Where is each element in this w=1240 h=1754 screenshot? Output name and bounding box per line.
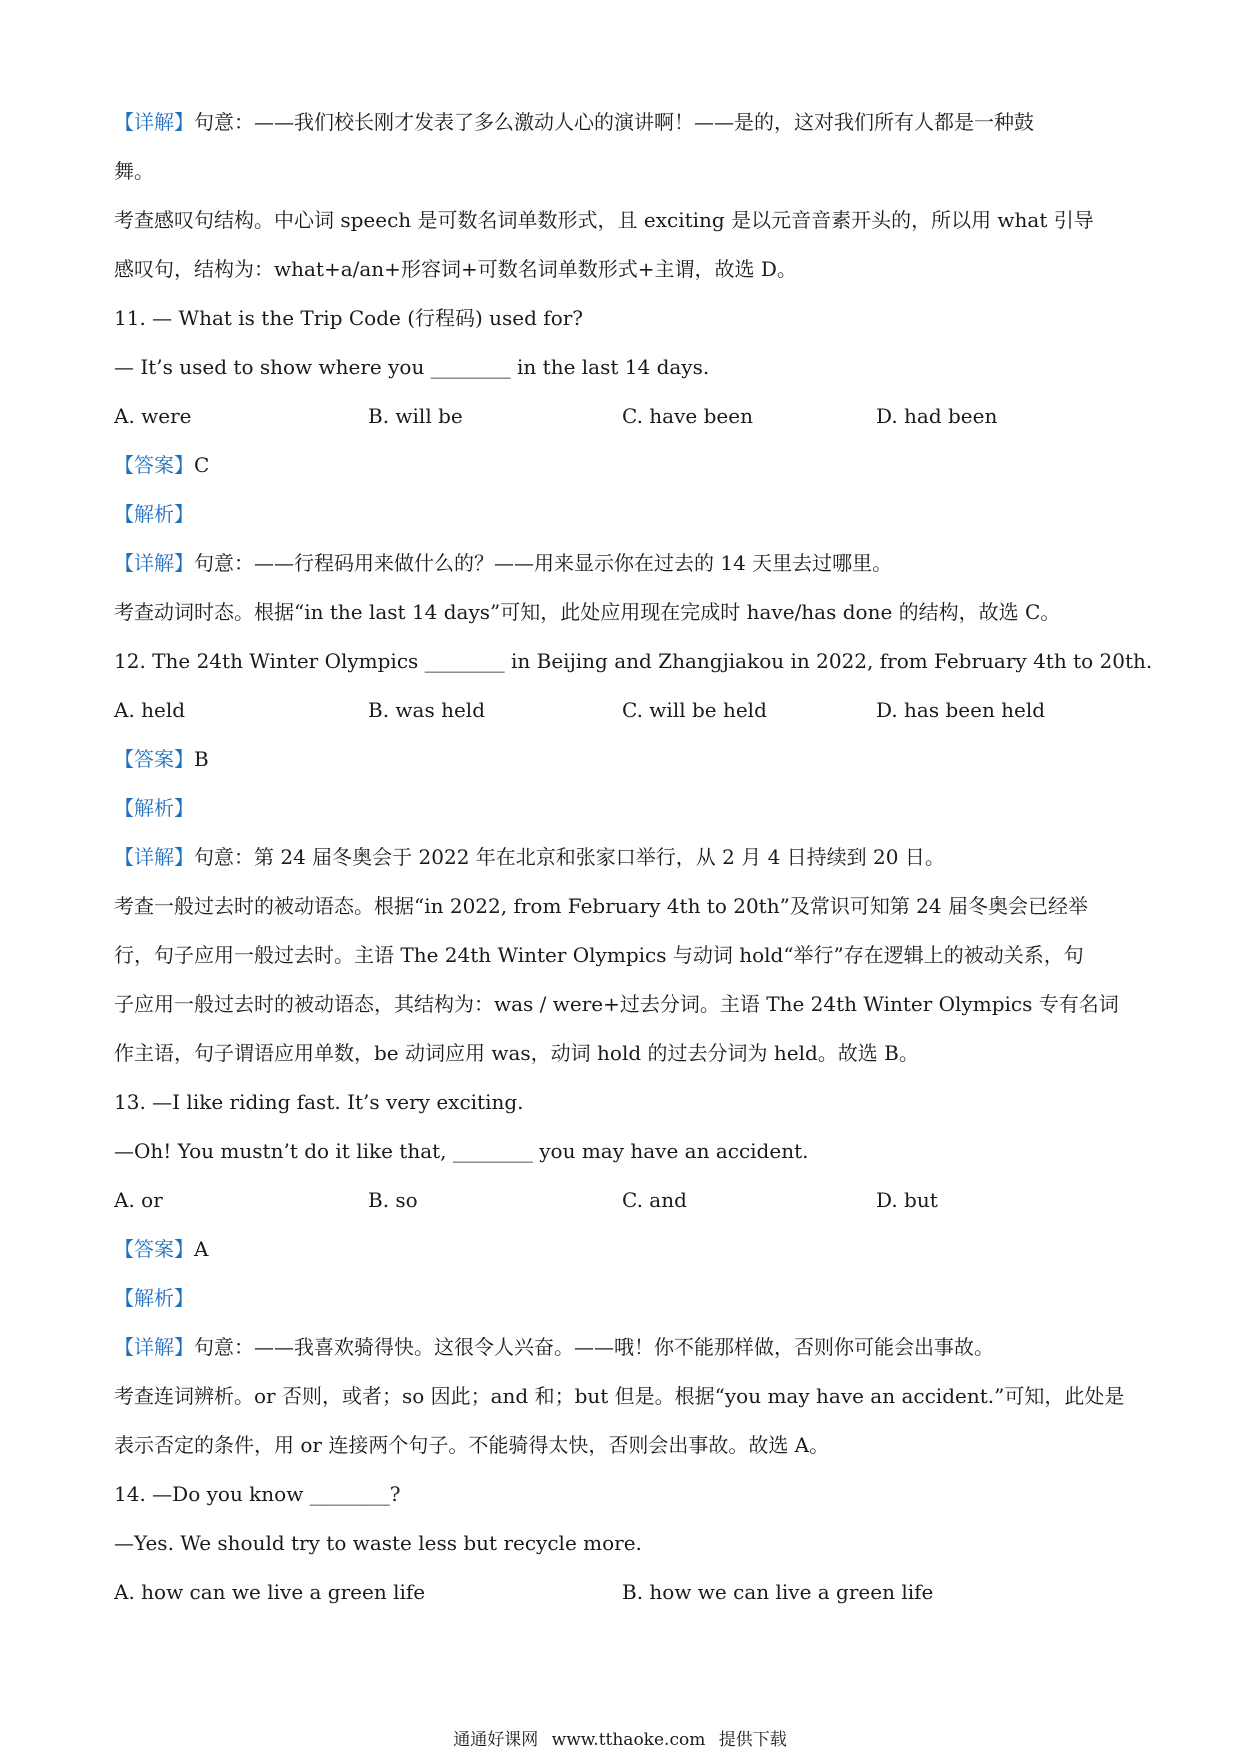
text-line [114, 588, 1134, 637]
line-text: 11. — What is the Trip Code (行程码) used for? [114, 306, 584, 330]
line-text: 感叹句，结构为：what+a/an+形容词+可数名词单数形式+主谓，故选 D。 [114, 257, 797, 281]
section-tag: 【详解】 [114, 110, 194, 134]
labeled-line [114, 539, 1134, 588]
answer-option: D. has been held [876, 698, 1046, 722]
labeled-line [114, 735, 1134, 784]
line-text: — It’s used to show where you ________ in the last 14 days. [114, 355, 710, 379]
answer-options [114, 392, 1134, 441]
answer-option: C. will be held [622, 698, 767, 722]
line-text: 句意：第 24 届冬奥会于 2022 年在北京和张家口举行，从 2 月 4 日持续到 20 日。 [194, 845, 945, 869]
line-text: —Oh! You mustn’t do it like that, ________ you may have an accident. [114, 1139, 809, 1163]
labeled-line [114, 1274, 1134, 1323]
page-footer [0, 1728, 1240, 1752]
text-line [114, 1519, 1134, 1568]
text-line [114, 147, 1134, 196]
section-tag: 【解析】 [114, 796, 194, 820]
line-text: A [194, 1237, 209, 1261]
section-tag: 【解析】 [114, 1286, 194, 1310]
labeled-line [114, 490, 1134, 539]
answer-options [114, 1176, 1134, 1225]
section-tag: 【解析】 [114, 502, 194, 526]
labeled-line [114, 98, 1134, 147]
text-line [114, 1078, 1134, 1127]
line-text: 14. —Do you know ________? [114, 1482, 401, 1506]
section-tag: 【答案】 [114, 1237, 194, 1261]
line-text: 12. The 24th Winter Olympics ________ in Beijing and Zhangjiakou in 2022, from February 4th to 20th. [114, 649, 1153, 673]
line-text: 舞。 [114, 159, 154, 183]
answer-option: C. have been [622, 404, 753, 428]
section-tag: 【详解】 [114, 1335, 194, 1359]
line-text: 行，句子应用一般过去时。主语 The 24th Winter Olympics 与动词 hold“举行”存在逻辑上的被动关系，句 [114, 943, 1084, 967]
line-text: 句意：——我们校长刚才发表了多么激动人心的演讲啊！——是的，这对我们所有人都是一种鼓 [194, 110, 1034, 134]
text-line [114, 1421, 1134, 1470]
answer-option: A. were [114, 404, 192, 428]
text-line [114, 196, 1134, 245]
line-text: B [194, 747, 209, 771]
labeled-line [114, 833, 1134, 882]
section-tag: 【详解】 [114, 551, 194, 575]
line-text: 考查感叹句结构。中心词 speech 是可数名词单数形式，且 exciting 是以元音音素开头的，所以用 what 引导 [114, 208, 1094, 232]
answer-options [114, 1568, 1134, 1617]
line-text: 考查连词辨析。or 否则，或者；so 因此；and 和；but 但是。根据“you may have an accident.”可知，此处是 [114, 1384, 1125, 1408]
footer-url[interactable]: www.tthaoke.com [551, 1730, 706, 1750]
text-line [114, 1372, 1134, 1421]
line-text: 句意：——我喜欢骑得快。这很令人兴奋。——哦！你不能那样做，否则你可能会出事故。 [194, 1335, 994, 1359]
answer-option: C. and [622, 1188, 687, 1212]
text-line [114, 882, 1134, 931]
answer-option: A. how can we live a green life [114, 1580, 426, 1604]
labeled-line [114, 1323, 1134, 1372]
answer-option: A. or [114, 1188, 163, 1212]
answer-option: B. will be [368, 404, 463, 428]
answer-option: B. so [368, 1188, 418, 1212]
labeled-line [114, 441, 1134, 490]
text-line [114, 980, 1134, 1029]
line-text: 子应用一般过去时的被动语态，其结构为：was / were+过去分词。主语 The 24th Winter Olympics 专有名词 [114, 992, 1119, 1016]
text-line [114, 1127, 1134, 1176]
line-text: 句意：——行程码用来做什么的？——用来显示你在过去的 14 天里去过哪里。 [194, 551, 893, 575]
line-text: 考查一般过去时的被动语态。根据“in 2022, from February 4th to 20th”及常识可知第 24 届冬奥会已经举 [114, 894, 1088, 918]
answer-option: A. held [114, 698, 186, 722]
line-text: C [194, 453, 210, 477]
answer-option: B. was held [368, 698, 485, 722]
text-line [114, 343, 1134, 392]
section-tag: 【详解】 [114, 845, 194, 869]
line-text: 表示否定的条件，用 or 连接两个句子。不能骑得太快，否则会出事故。故选 A。 [114, 1433, 830, 1457]
answer-option: D. had been [876, 404, 998, 428]
line-text: —Yes. We should try to waste less but recycle more. [114, 1531, 642, 1555]
text-line [114, 1470, 1134, 1519]
line-text: 考查动词时态。根据“in the last 14 days”可知，此处应用现在完成时 have/has done 的结构，故选 C。 [114, 600, 1061, 624]
line-text: 作主语，句子谓语应用单数，be 动词应用 was，动词 hold 的过去分词为 held。故选 B。 [114, 1041, 919, 1065]
text-line [114, 1029, 1134, 1078]
answer-options [114, 686, 1134, 735]
text-line [114, 637, 1153, 686]
text-line [114, 245, 1134, 294]
text-line [114, 931, 1134, 980]
section-tag: 【答案】 [114, 747, 194, 771]
answer-option: D. but [876, 1188, 938, 1212]
labeled-line [114, 784, 1134, 833]
section-tag: 【答案】 [114, 453, 194, 477]
footer-note: 提供下载 [718, 1730, 787, 1750]
page-content [114, 98, 1153, 1617]
text-line [114, 294, 1134, 343]
line-text: 13. —I like riding fast. It’s very exciting. [114, 1090, 524, 1114]
footer-site-name: 通通好课网 [453, 1730, 539, 1750]
labeled-line [114, 1225, 1134, 1274]
answer-option: B. how we can live a green life [622, 1580, 934, 1604]
